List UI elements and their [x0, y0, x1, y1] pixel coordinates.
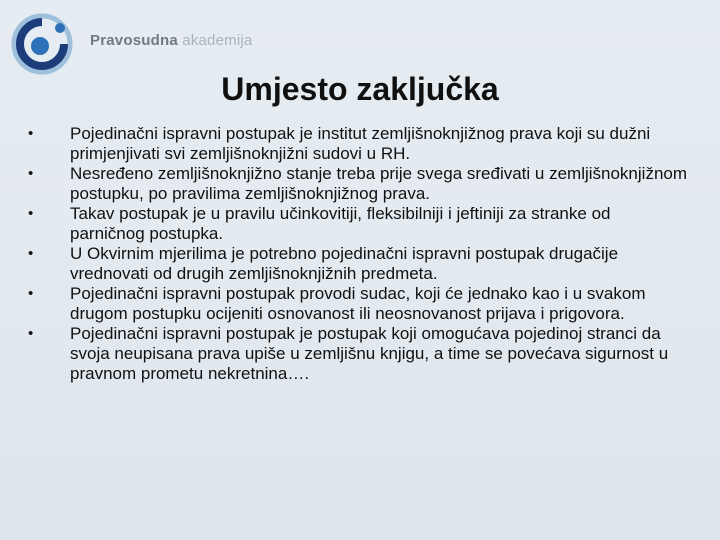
bullet-text: Nesređeno zemljišnoknjižno stanje treba prije svega sređivati u zemljišnoknjižnom postupku, po pravilima zemljišnoknjižnog prava.: [70, 164, 688, 203]
bullet-item: [28, 324, 688, 384]
bullet-glyph: •: [28, 125, 34, 142]
bullet-item: [28, 164, 688, 204]
bullet-glyph: •: [28, 165, 34, 182]
brand-name: [90, 32, 252, 49]
brand-name-part2: akademija: [182, 32, 253, 49]
slide-title: [0, 71, 720, 108]
bullet-glyph: •: [28, 205, 34, 222]
bullet-text: U Okvirnim mjerilima je potrebno pojedinačni ispravni postupak drugačije vrednovati od drugih zemljišnoknjižnih predmeta.: [70, 244, 619, 283]
bullet-text: Pojedinačni ispravni postupak je postupak koji omogućava pojedinoj stranci da svoja neupisana prava upiše u zemljišnu knjigu, a time se povećava sigurnost u pravnom prometu nekretnina….: [70, 324, 669, 383]
slide-title-text: Umjesto zaključka: [221, 71, 499, 107]
brand-name-part1: Pravosudna: [90, 32, 178, 49]
bullet-item: [28, 284, 688, 324]
pravosudna-akademija-logo: [10, 12, 74, 76]
bullet-text: Pojedinačni ispravni postupak provodi sudac, koji će jednako kao i u svakom drugom postupku ocijeniti osnovanost ili neosnovanost prijava i prigovora.: [70, 284, 646, 323]
bullet-item: [28, 124, 688, 164]
bullet-item: [28, 204, 688, 244]
bullet-item: [28, 244, 688, 284]
bullet-text: Takav postupak je u pravilu učinkovitiji, fleksibilniji i jeftiniji za stranke od parničnog postupka.: [70, 204, 611, 243]
bullet-list: [28, 124, 688, 384]
bullet-glyph: •: [28, 245, 34, 262]
bullet-glyph: •: [28, 285, 34, 302]
bullet-glyph: •: [28, 325, 34, 342]
bullet-text: Pojedinačni ispravni postupak je institut zemljišnoknjižnog prava koji su dužni primjenjivati svi zemljišnoknjižni sudovi u RH.: [70, 124, 651, 163]
